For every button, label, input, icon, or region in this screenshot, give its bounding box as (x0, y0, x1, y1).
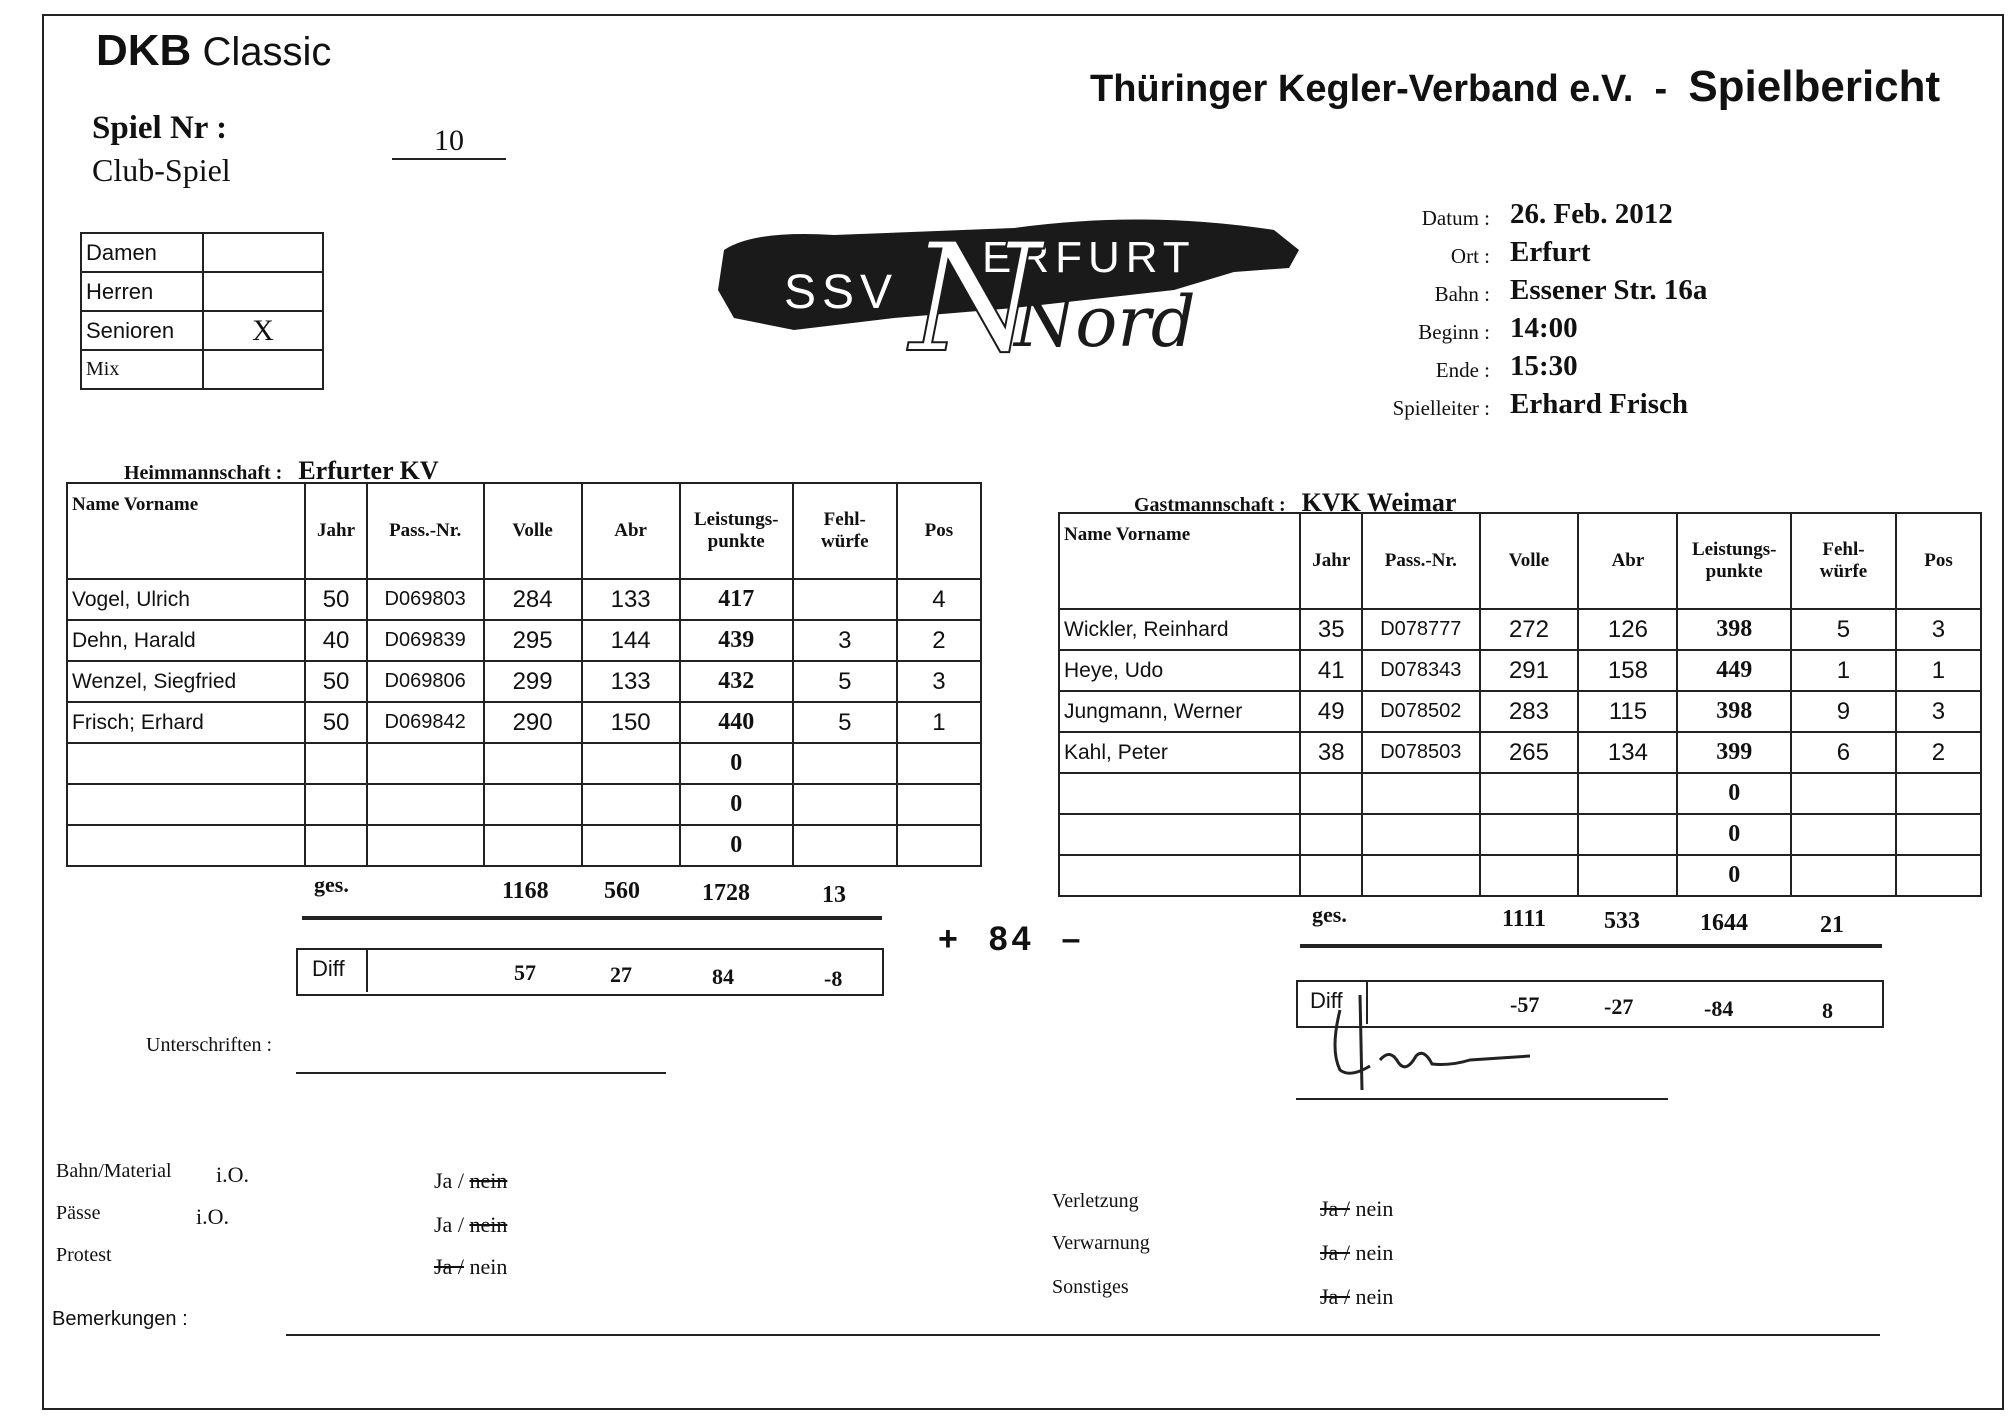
signature-stroke (1335, 995, 1530, 1090)
player-abr[interactable]: 126 (1578, 609, 1677, 650)
category-row (81, 350, 323, 389)
player-row (67, 825, 981, 866)
player-row (67, 620, 981, 661)
player-leistungspunkte[interactable]: 0 (1677, 855, 1791, 896)
player-volle[interactable] (1480, 855, 1579, 896)
remark-nein: nein (469, 1212, 508, 1237)
player-volle[interactable]: 291 (1480, 650, 1579, 691)
remark-label: Bahn/Material (56, 1160, 172, 1182)
info-label: Ort : (1450, 244, 1490, 268)
col-pass: Pass.-Nr. (1362, 513, 1479, 609)
info-value: 14:00 (1510, 312, 1578, 344)
player-volle[interactable] (484, 784, 582, 825)
remark-yesno[interactable] (434, 1254, 507, 1280)
remark-yesno[interactable] (1320, 1196, 1393, 1222)
category-mark[interactable] (203, 272, 323, 311)
game-number-label: Spiel Nr : (92, 110, 228, 146)
result-minus: – (1061, 920, 1085, 958)
category-mark[interactable]: X (203, 311, 323, 350)
col-volle: Volle (1480, 513, 1579, 609)
guest-diff-label: Diff (1310, 988, 1343, 1013)
logo-ssv-text: SSV (784, 266, 899, 319)
player-pass-nr[interactable] (367, 825, 484, 866)
category-row (81, 233, 323, 272)
player-fehlwuerfe[interactable] (1791, 773, 1896, 814)
player-name[interactable]: Wickler, Reinhard (1059, 609, 1300, 650)
home-total-label: ges. (314, 872, 349, 897)
player-pos[interactable] (1896, 855, 1981, 896)
player-jahr[interactable] (305, 825, 366, 866)
player-volle[interactable] (484, 743, 582, 784)
player-jahr[interactable] (305, 784, 366, 825)
player-row (1059, 855, 1981, 896)
guest-total-volle: 1111 (1502, 906, 1547, 932)
player-name[interactable]: Dehn, Harald (67, 620, 305, 661)
player-leistungspunkte[interactable]: 440 (680, 702, 793, 743)
player-leistungspunkte[interactable]: 449 (1677, 650, 1791, 691)
remark-ja: Ja / (434, 1168, 464, 1193)
player-pos[interactable]: 3 (897, 661, 981, 702)
player-jahr[interactable] (1300, 773, 1362, 814)
home-signature-line[interactable] (296, 1072, 666, 1074)
logo-erfurt-text: ERFURT (982, 233, 1196, 282)
col-lp (1677, 513, 1791, 609)
guest-total-label: ges. (1312, 902, 1347, 927)
player-pass-nr[interactable]: D078503 (1362, 732, 1479, 773)
home-table-body (67, 579, 981, 866)
player-pass-nr[interactable]: D078343 (1362, 650, 1479, 691)
player-abr[interactable] (1578, 855, 1677, 896)
home-total-rule (302, 916, 882, 920)
remark-nein: nein (1355, 1284, 1394, 1309)
category-label: Herren (81, 272, 203, 311)
player-pos[interactable]: 1 (897, 702, 981, 743)
report-name: Spielbericht (1688, 62, 1941, 111)
player-abr[interactable]: 133 (582, 579, 680, 620)
player-pass-nr[interactable]: D078502 (1362, 691, 1479, 732)
player-jahr[interactable]: 38 (1300, 732, 1362, 773)
result-value: 84 (988, 920, 1035, 958)
remark-yesno[interactable] (434, 1212, 507, 1238)
player-volle[interactable] (484, 825, 582, 866)
player-leistungspunkte[interactable]: 0 (1677, 814, 1791, 855)
info-value: 26. Feb. 2012 (1510, 198, 1673, 230)
player-fehlwuerfe[interactable] (793, 743, 897, 784)
remark-nein: nein (1355, 1196, 1394, 1221)
logo-script-text: Nord (1014, 281, 1196, 360)
remark-ja: Ja / (1320, 1284, 1350, 1309)
home-total-lp: 1728 (702, 880, 750, 906)
remark-yesno[interactable] (434, 1168, 507, 1194)
player-abr[interactable] (1578, 814, 1677, 855)
player-pos[interactable] (897, 825, 981, 866)
col-name: Name Vorname (1059, 513, 1300, 609)
player-pos[interactable] (1896, 814, 1981, 855)
guest-diff-volle: -57 (1510, 992, 1540, 1017)
player-jahr[interactable]: 50 (305, 579, 366, 620)
player-jahr[interactable]: 50 (305, 702, 366, 743)
player-name[interactable]: Heye, Udo (1059, 650, 1300, 691)
col-lp (680, 483, 793, 579)
player-pass-nr[interactable] (367, 743, 484, 784)
player-row (1059, 814, 1981, 855)
player-leistungspunkte[interactable]: 417 (680, 579, 793, 620)
player-fehlwuerfe[interactable] (793, 579, 897, 620)
player-fehlwuerfe[interactable]: 1 (1791, 650, 1896, 691)
remark-ja: Ja / (434, 1254, 464, 1279)
category-label: Senioren (81, 311, 203, 350)
player-pos[interactable] (1896, 773, 1981, 814)
player-jahr[interactable]: 50 (305, 661, 366, 702)
col-lp-line2: punkte (707, 531, 765, 552)
player-abr[interactable]: 133 (582, 661, 680, 702)
guest-total-fw: 21 (1820, 912, 1844, 938)
col-fw (1791, 513, 1896, 609)
player-jahr[interactable]: 35 (1300, 609, 1362, 650)
player-pass-nr[interactable] (367, 784, 484, 825)
remark-label: Sonstiges (1052, 1276, 1129, 1298)
guest-total-lp: 1644 (1700, 910, 1748, 936)
game-type: Club-Spiel (92, 152, 231, 188)
player-jahr[interactable]: 41 (1300, 650, 1362, 691)
player-pos[interactable]: 1 (1896, 650, 1981, 691)
federation-name: Thüringer Kegler-Verband e.V. (1090, 68, 1634, 110)
player-fehlwuerfe[interactable]: 5 (793, 702, 897, 743)
player-volle[interactable] (1480, 773, 1579, 814)
player-pos[interactable]: 3 (1896, 609, 1981, 650)
player-leistungspunkte[interactable]: 0 (680, 784, 793, 825)
player-fehlwuerfe[interactable]: 6 (1791, 732, 1896, 773)
guest-signature-image (1320, 990, 1540, 1100)
col-pos: Pos (1896, 513, 1981, 609)
category-row (81, 311, 323, 350)
title-separator: - (1654, 68, 1668, 110)
player-abr[interactable] (1578, 773, 1677, 814)
remark-status: i.O. (196, 1204, 229, 1229)
player-name[interactable] (1059, 773, 1300, 814)
col-pass: Pass.-Nr. (367, 483, 484, 579)
guest-team-name: KVK Weimar (1301, 488, 1457, 517)
player-pass-nr[interactable] (1362, 773, 1479, 814)
guest-diff-fw: 8 (1822, 998, 1833, 1023)
home-total-abr: 560 (604, 878, 640, 904)
player-abr[interactable] (582, 825, 680, 866)
player-pass-nr[interactable]: D069842 (367, 702, 484, 743)
player-volle[interactable]: 272 (1480, 609, 1579, 650)
info-label: Bahn : (1434, 282, 1490, 306)
result-plus: + (938, 920, 962, 958)
remark-label: Protest (56, 1244, 112, 1266)
player-row (1059, 650, 1981, 691)
home-total-fw: 13 (822, 882, 846, 908)
player-leistungspunkte[interactable]: 399 (1677, 732, 1791, 773)
player-pass-nr[interactable]: D069839 (367, 620, 484, 661)
player-name[interactable]: Kahl, Peter (1059, 732, 1300, 773)
player-row (67, 579, 981, 620)
player-volle[interactable] (1480, 814, 1579, 855)
player-leistungspunkte[interactable]: 0 (680, 825, 793, 866)
player-fehlwuerfe[interactable] (793, 825, 897, 866)
player-fehlwuerfe[interactable]: 9 (1791, 691, 1896, 732)
remark-label: Pässe (56, 1202, 101, 1224)
info-label: Ende : (1435, 358, 1490, 382)
remark-nein: nein (1355, 1240, 1394, 1265)
player-name[interactable] (1059, 814, 1300, 855)
player-volle[interactable]: 290 (484, 702, 582, 743)
player-abr[interactable]: 150 (582, 702, 680, 743)
player-pass-nr[interactable]: D069806 (367, 661, 484, 702)
club-logo (714, 190, 1304, 360)
remark-ja: Ja / (1320, 1240, 1350, 1265)
player-name[interactable] (67, 743, 305, 784)
guest-score-table (1058, 512, 1982, 897)
home-diff-volle: 57 (514, 960, 536, 985)
player-name[interactable]: Vogel, Ulrich (67, 579, 305, 620)
brand-rest: Classic (202, 30, 332, 74)
player-pos[interactable] (897, 784, 981, 825)
player-jahr[interactable] (1300, 814, 1362, 855)
category-mark[interactable] (203, 233, 323, 272)
player-row (1059, 609, 1981, 650)
guest-diff-lp: -84 (1704, 996, 1734, 1021)
player-name[interactable] (67, 825, 305, 866)
info-value: Erfurt (1510, 236, 1591, 268)
guest-table-header (1059, 513, 1981, 609)
player-jahr[interactable] (305, 743, 366, 784)
remark-nein: nein (469, 1168, 508, 1193)
player-jahr[interactable] (1300, 855, 1362, 896)
player-pos[interactable]: 3 (1896, 691, 1981, 732)
brand-bold: DKB (96, 26, 192, 75)
player-leistungspunkte[interactable]: 0 (680, 743, 793, 784)
col-name: Name Vorname (67, 483, 305, 579)
player-abr[interactable]: 144 (582, 620, 680, 661)
col-abr: Abr (1578, 513, 1677, 609)
info-value: Erhard Frisch (1510, 388, 1689, 420)
player-pos[interactable]: 2 (1896, 732, 1981, 773)
player-fehlwuerfe[interactable]: 5 (793, 661, 897, 702)
player-name[interactable]: Frisch; Erhard (67, 702, 305, 743)
col-lp-line1: Leistungs- (693, 509, 779, 530)
col-jahr: Jahr (305, 483, 366, 579)
player-pass-nr[interactable]: D069803 (367, 579, 484, 620)
player-volle[interactable]: 295 (484, 620, 582, 661)
home-diff-label: Diff (312, 956, 345, 981)
category-mark[interactable] (203, 350, 323, 389)
player-abr[interactable]: 158 (1578, 650, 1677, 691)
remark-status: i.O. (216, 1162, 249, 1187)
home-table-header (67, 483, 981, 579)
player-name[interactable] (67, 784, 305, 825)
remark-ja: Ja / (1320, 1196, 1350, 1221)
player-volle[interactable]: 283 (1480, 691, 1579, 732)
info-value: Essener Str. 16a (1510, 274, 1708, 306)
player-fehlwuerfe[interactable]: 3 (793, 620, 897, 661)
brand-title (96, 26, 331, 76)
col-lp-line1: Leistungs- (1691, 539, 1777, 560)
player-name[interactable] (1059, 855, 1300, 896)
player-jahr[interactable]: 40 (305, 620, 366, 661)
col-fw-line2: würfe (821, 531, 869, 552)
player-pos[interactable]: 2 (897, 620, 981, 661)
player-abr[interactable]: 134 (1578, 732, 1677, 773)
player-row (67, 743, 981, 784)
info-label: Spielleiter : (1392, 396, 1490, 420)
player-fehlwuerfe[interactable] (1791, 814, 1896, 855)
player-jahr[interactable]: 49 (1300, 691, 1362, 732)
home-diff-box (296, 948, 884, 996)
player-leistungspunkte[interactable]: 0 (1677, 773, 1791, 814)
player-fehlwuerfe[interactable] (793, 784, 897, 825)
remark-yesno[interactable] (1320, 1240, 1393, 1266)
player-leistungspunkte[interactable]: 398 (1677, 691, 1791, 732)
player-pos[interactable] (897, 743, 981, 784)
player-leistungspunkte[interactable]: 439 (680, 620, 793, 661)
guest-total-rule (1300, 944, 1882, 948)
player-pass-nr[interactable] (1362, 855, 1479, 896)
report-title (1090, 62, 1940, 112)
col-volle: Volle (484, 483, 582, 579)
col-fw-line1: Fehl- (1822, 539, 1865, 560)
category-label: Mix (81, 350, 203, 389)
col-lp-line2: punkte (1705, 561, 1763, 582)
category-row (81, 272, 323, 311)
player-row (1059, 691, 1981, 732)
player-pass-nr[interactable]: D078777 (1362, 609, 1479, 650)
player-abr[interactable] (582, 743, 680, 784)
bemerkungen-label: Bemerkungen : (52, 1308, 188, 1330)
player-leistungspunkte[interactable]: 398 (1677, 609, 1791, 650)
player-row (1059, 732, 1981, 773)
logo-big-letter: N (910, 212, 1042, 360)
home-diff-lp: 84 (712, 964, 734, 989)
bemerkungen-line[interactable] (286, 1334, 1880, 1336)
game-number-value: 10 (392, 124, 506, 160)
remark-label: Verletzung (1052, 1190, 1139, 1212)
player-row (67, 784, 981, 825)
remark-label: Verwarnung (1052, 1232, 1150, 1254)
player-abr[interactable] (582, 784, 680, 825)
info-value: 15:30 (1510, 350, 1578, 382)
home-score-table (66, 482, 982, 867)
player-fehlwuerfe[interactable] (1791, 855, 1896, 896)
remark-ja: Ja / (434, 1212, 464, 1237)
col-abr: Abr (582, 483, 680, 579)
home-total-volle: 1168 (502, 878, 549, 904)
player-row (67, 702, 981, 743)
player-volle[interactable]: 284 (484, 579, 582, 620)
remark-yesno[interactable] (1320, 1284, 1393, 1310)
home-diff-abr: 27 (610, 962, 632, 987)
remark-nein: nein (469, 1254, 508, 1279)
category-table (80, 232, 324, 390)
player-row (1059, 773, 1981, 814)
info-label: Datum : (1421, 206, 1490, 230)
info-label: Beginn : (1418, 320, 1490, 344)
player-pos[interactable]: 4 (897, 579, 981, 620)
player-name[interactable]: Jungmann, Werner (1059, 691, 1300, 732)
category-label: Damen (81, 233, 203, 272)
col-fw (793, 483, 897, 579)
home-team-label: Heimmannschaft : (124, 462, 283, 484)
col-pos: Pos (897, 483, 981, 579)
player-pass-nr[interactable] (1362, 814, 1479, 855)
home-diff-fw: -8 (824, 966, 843, 991)
player-volle[interactable]: 299 (484, 661, 582, 702)
col-fw-line2: würfe (1819, 561, 1868, 582)
col-jahr: Jahr (1300, 513, 1362, 609)
guest-team-label: Gastmannschaft : (1134, 494, 1286, 516)
col-fw-line1: Fehl- (823, 509, 866, 530)
player-abr[interactable]: 115 (1578, 691, 1677, 732)
player-volle[interactable]: 265 (1480, 732, 1579, 773)
result-display (938, 920, 1084, 959)
player-name[interactable]: Wenzel, Siegfried (67, 661, 305, 702)
player-fehlwuerfe[interactable]: 5 (1791, 609, 1896, 650)
guest-diff-abr: -27 (1604, 994, 1634, 1019)
home-team-name: Erfurter KV (298, 456, 439, 485)
player-leistungspunkte[interactable]: 432 (680, 661, 793, 702)
signatures-label: Unterschriften : (146, 1034, 273, 1056)
player-row (67, 661, 981, 702)
guest-table-body (1059, 609, 1981, 896)
guest-total-abr: 533 (1604, 908, 1640, 934)
